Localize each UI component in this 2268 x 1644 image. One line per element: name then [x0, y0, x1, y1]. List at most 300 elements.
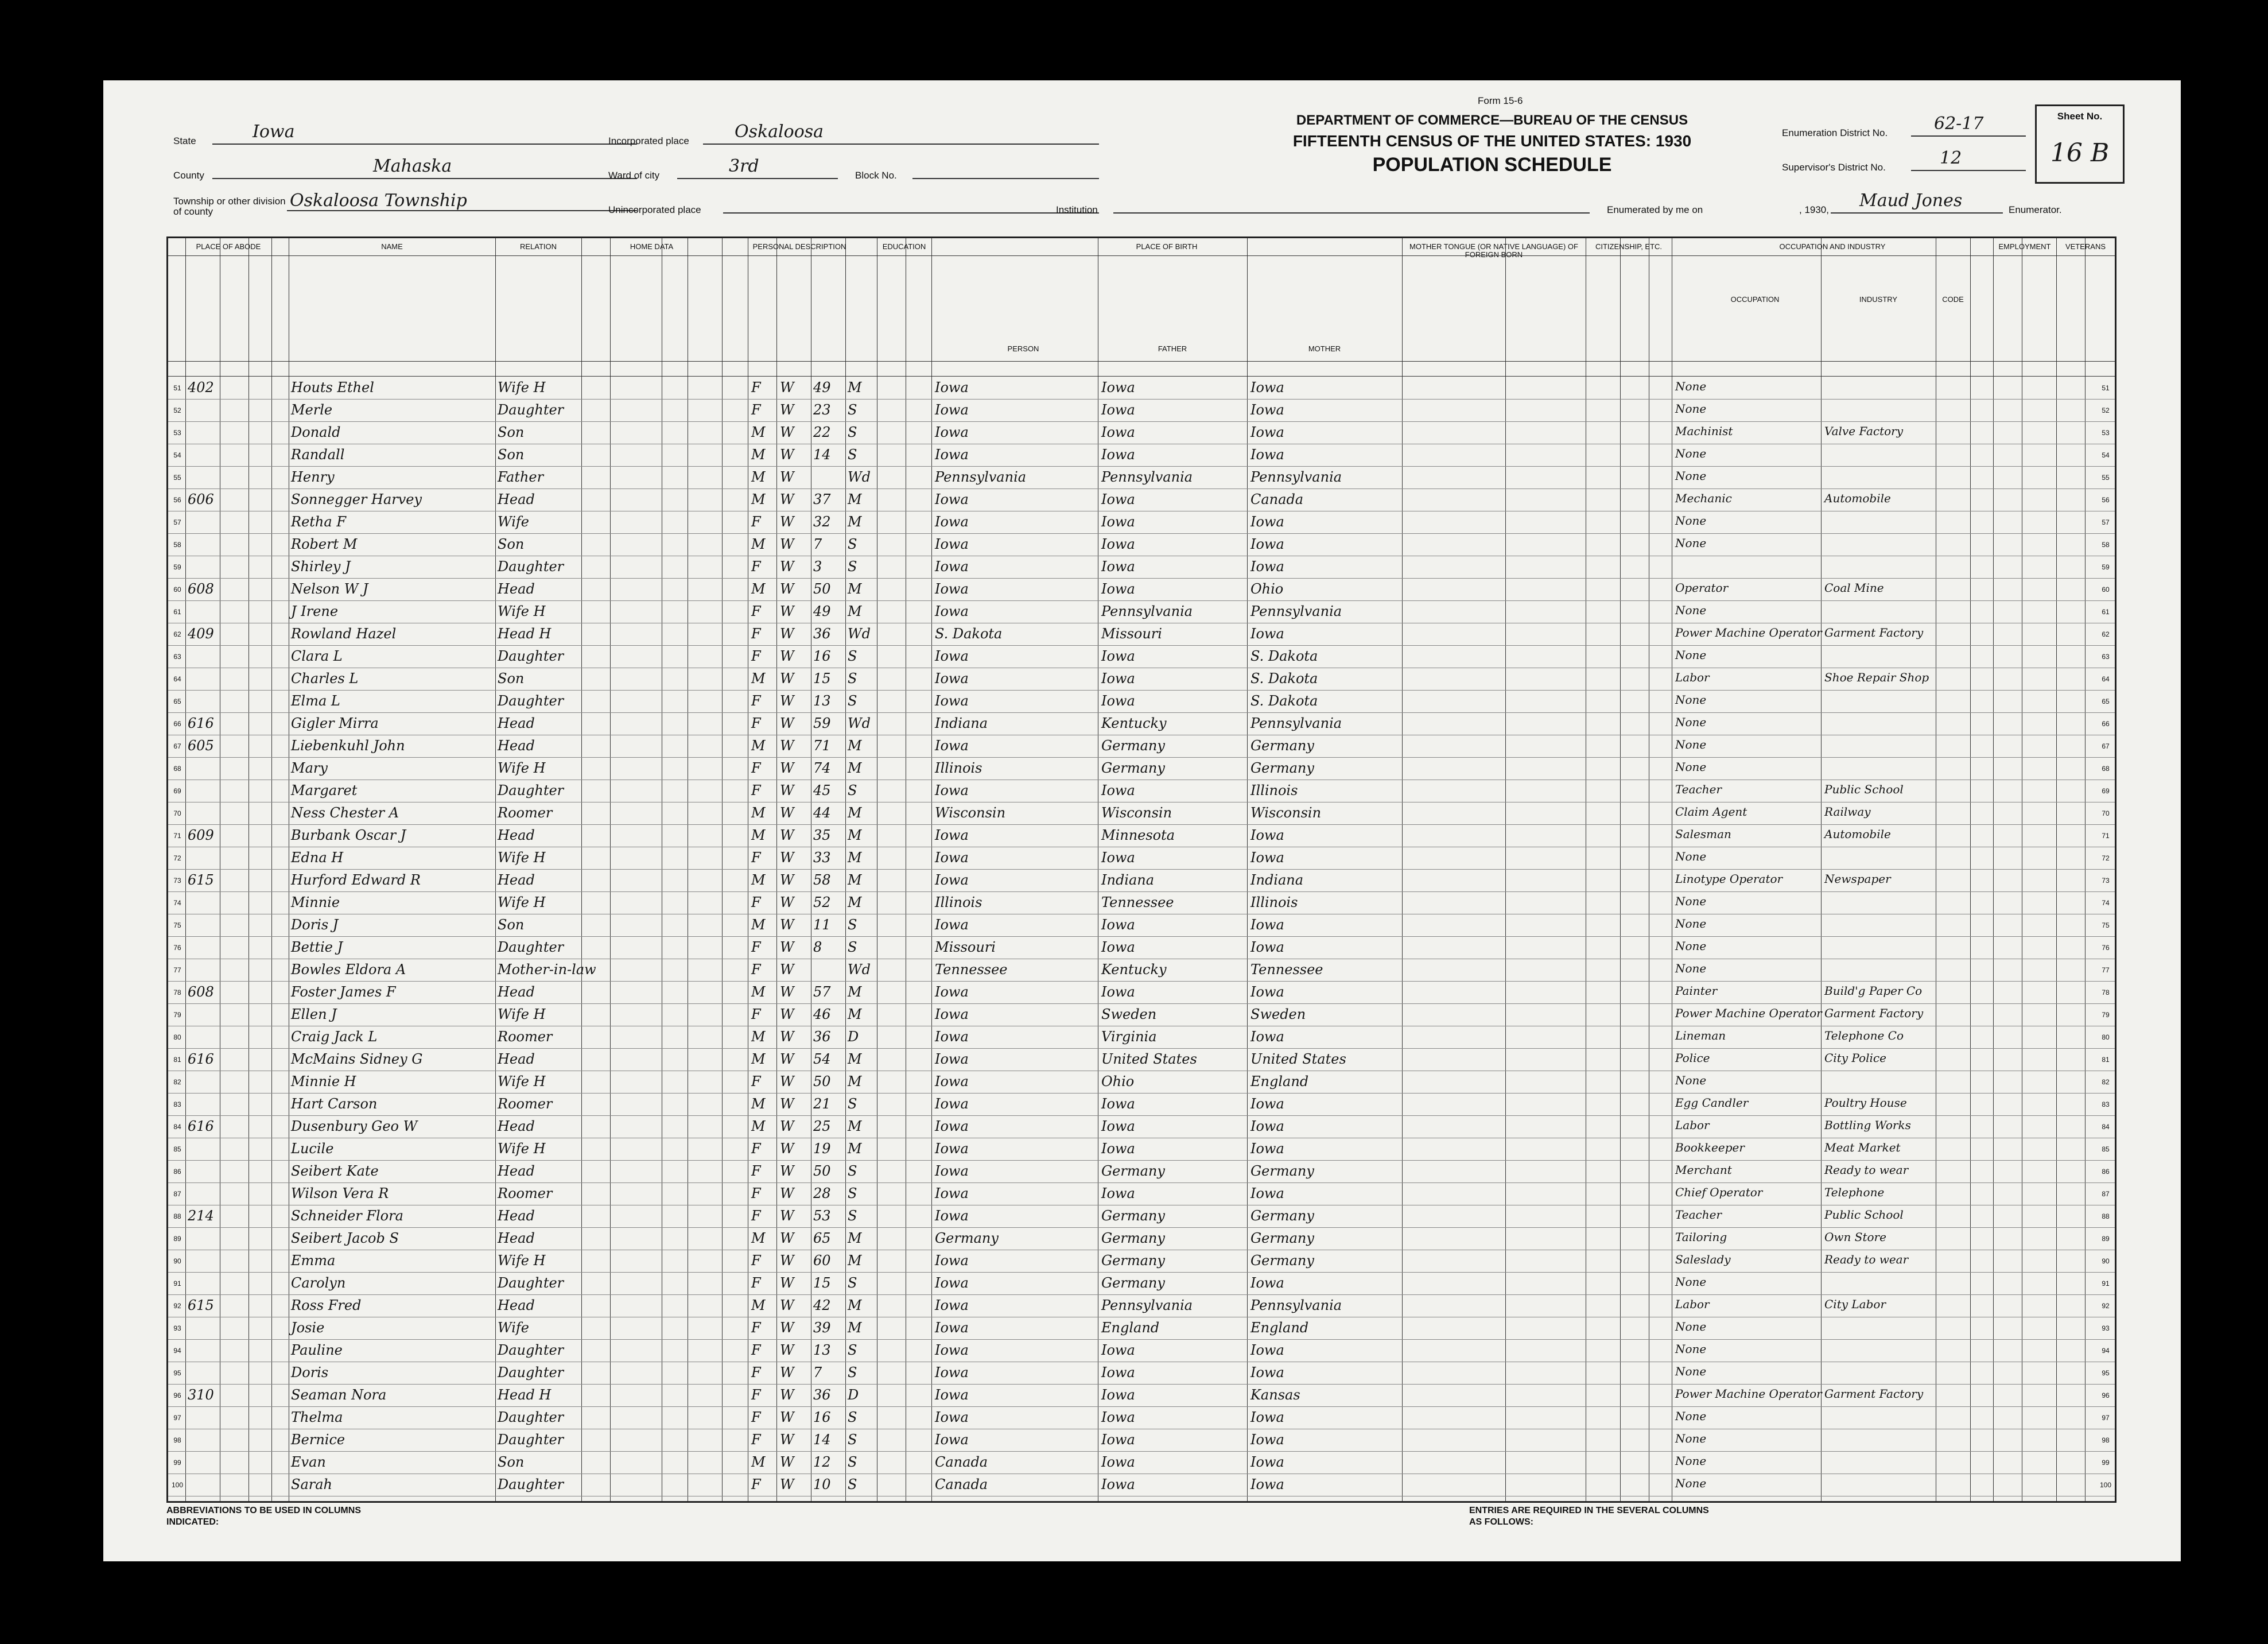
row-rule — [168, 421, 2115, 422]
row-55-birth: Pennsylvania — [935, 469, 1027, 485]
row-88-n: 88 — [173, 1212, 181, 1220]
row-91-mother: Iowa — [1250, 1275, 1284, 1291]
row-83-age: 21 — [813, 1096, 831, 1112]
row-76-mother: Iowa — [1250, 939, 1284, 955]
row-78-ind: Build'g Paper Co — [1824, 984, 1923, 998]
row-81-ind: City Police — [1824, 1051, 1886, 1065]
row-67-sex: M — [751, 738, 766, 754]
row-59-mother: Iowa — [1250, 559, 1284, 575]
row-88-rel: Head — [498, 1208, 535, 1224]
row-91-occ: None — [1675, 1275, 1707, 1289]
row-78-name: Foster James F — [291, 984, 396, 1000]
row-53-ind: Valve Factory — [1824, 424, 1904, 438]
row-51-mother: Iowa — [1250, 379, 1284, 396]
row-96-sex: F — [751, 1387, 761, 1403]
row-99-sex: M — [751, 1454, 766, 1470]
row-80-mother: Iowa — [1250, 1029, 1284, 1045]
row-94-n: 94 — [173, 1347, 181, 1355]
row-98-ms: S — [848, 1432, 857, 1448]
row-97-rel: Daughter — [498, 1409, 564, 1425]
row-61-age: 49 — [813, 603, 831, 619]
row-96-birth: Iowa — [935, 1387, 969, 1403]
row-58-rel: Son — [498, 536, 525, 552]
row-84-birth: Iowa — [935, 1118, 969, 1134]
row-82-age: 50 — [813, 1073, 831, 1089]
row-92-name: Ross Fred — [291, 1297, 362, 1313]
row-81-ms: M — [848, 1051, 862, 1067]
row-85-father: Iowa — [1101, 1141, 1135, 1157]
row-72-n: 72 — [173, 854, 181, 862]
row-57-father: Iowa — [1101, 514, 1135, 530]
row-76-n: 76 — [173, 944, 181, 952]
row-80-name: Craig Jack L — [291, 1029, 378, 1045]
row-95-mother: Iowa — [1250, 1364, 1284, 1381]
row-63-birth: Iowa — [935, 648, 969, 664]
row-79-race: W — [780, 1006, 794, 1022]
row-93-birth: Iowa — [935, 1320, 969, 1336]
row-92-mother: Pennsylvania — [1250, 1297, 1342, 1313]
row-95-age: 7 — [813, 1364, 822, 1381]
row-67-n: 67 — [173, 742, 181, 750]
row-55-name: Henry — [291, 469, 335, 485]
row-60-occ: Operator — [1675, 581, 1729, 595]
row-55-race: W — [780, 469, 794, 485]
row-93-age: 39 — [813, 1320, 831, 1336]
row-73-number-right: 73 — [2102, 877, 2110, 885]
group-mother-tongue: MOTHER TONGUE (OR NATIVE LANGUAGE) OF FOREIGN BORN — [1409, 242, 1578, 259]
row-60-father: Iowa — [1101, 581, 1135, 597]
row-78-age: 57 — [813, 984, 831, 1000]
row-78-birth: Iowa — [935, 984, 969, 1000]
row-81-age: 54 — [813, 1051, 831, 1067]
row-rule — [168, 1227, 2115, 1228]
row-68-occ: None — [1675, 760, 1707, 774]
group-personal: PERSONAL DESCRIPTION — [752, 242, 846, 251]
row-91-rel: Daughter — [498, 1275, 564, 1291]
row-96-n: 96 — [173, 1391, 181, 1399]
row-81-occ: Police — [1675, 1051, 1710, 1065]
row-72-birth: Iowa — [935, 850, 969, 866]
row-87-rel: Roomer — [498, 1185, 553, 1201]
row-59-birth: Iowa — [935, 559, 969, 575]
row-rule — [168, 712, 2115, 713]
row-90-occ: Saleslady — [1675, 1253, 1731, 1266]
row-75-sex: M — [751, 917, 766, 933]
row-58-sex: M — [751, 536, 766, 552]
row-64-mother: S. Dakota — [1250, 670, 1318, 687]
row-65-father: Iowa — [1101, 693, 1135, 709]
row-70-n: 70 — [173, 809, 181, 817]
row-91-n: 91 — [173, 1279, 181, 1288]
row-51-race: W — [780, 379, 794, 396]
row-55-rel: Father — [498, 469, 544, 485]
row-82-mother: England — [1250, 1073, 1309, 1089]
row-80-race: W — [780, 1029, 794, 1045]
row-90-ms: M — [848, 1253, 862, 1269]
row-90-mother: Germany — [1250, 1253, 1314, 1269]
row-80-sex: M — [751, 1029, 766, 1045]
county-label: County — [173, 170, 204, 181]
row-89-father: Germany — [1101, 1230, 1165, 1246]
row-69-age: 45 — [813, 782, 831, 798]
row-66-race: W — [780, 715, 794, 731]
row-93-name: Josie — [291, 1320, 325, 1336]
row-88-ind: Public School — [1824, 1208, 1904, 1222]
row-80-n: 80 — [173, 1033, 181, 1041]
row-rule — [168, 1160, 2115, 1161]
row-71-father: Minnesota — [1101, 827, 1175, 843]
row-95-number-right: 95 — [2102, 1369, 2110, 1377]
row-75-name: Doris J — [291, 917, 339, 933]
row-88-occ: Teacher — [1675, 1208, 1722, 1222]
group-occupation: OCCUPATION AND INDUSTRY — [1779, 242, 1886, 251]
row-78-n: 78 — [173, 988, 181, 997]
row-63-mother: S. Dakota — [1250, 648, 1318, 664]
row-93-mother: England — [1250, 1320, 1309, 1336]
row-89-name: Seibert Jacob S — [291, 1230, 399, 1246]
row-74-sex: F — [751, 894, 761, 910]
row-78-rel: Head — [498, 984, 535, 1000]
row-87-birth: Iowa — [935, 1185, 969, 1201]
row-69-sex: F — [751, 782, 761, 798]
row-62-n: 62 — [173, 630, 181, 638]
row-65-rel: Daughter — [498, 693, 564, 709]
row-65-birth: Iowa — [935, 693, 969, 709]
row-100-number-right: 100 — [2099, 1481, 2112, 1489]
row-78-race: W — [780, 984, 794, 1000]
row-96-mother: Kansas — [1250, 1387, 1300, 1403]
row-88-father: Germany — [1101, 1208, 1165, 1224]
row-85-occ: Bookkeeper — [1675, 1141, 1745, 1154]
row-83-ind: Poultry House — [1824, 1096, 1907, 1110]
row-75-ms: S — [848, 917, 857, 933]
row-89-rel: Head — [498, 1230, 535, 1246]
row-89-number-right: 89 — [2102, 1235, 2110, 1243]
row-rule — [168, 1003, 2115, 1004]
row-72-rel: Wife H — [498, 850, 546, 866]
row-57-age: 32 — [813, 514, 831, 530]
row-81-house: 616 — [188, 1051, 214, 1067]
row-52-occ: None — [1675, 402, 1707, 416]
row-54-race: W — [780, 447, 794, 463]
row-62-name: Rowland Hazel — [291, 626, 397, 642]
row-93-sex: F — [751, 1320, 761, 1336]
row-92-house: 615 — [188, 1297, 214, 1313]
row-61-birth: Iowa — [935, 603, 969, 619]
row-84-age: 25 — [813, 1118, 831, 1134]
row-rule — [168, 399, 2115, 400]
row-75-mother: Iowa — [1250, 917, 1284, 933]
row-77-n: 77 — [173, 966, 181, 974]
row-97-mother: Iowa — [1250, 1409, 1284, 1425]
row-69-ms: S — [848, 782, 857, 798]
row-96-father: Iowa — [1101, 1387, 1135, 1403]
row-81-birth: Iowa — [935, 1051, 969, 1067]
row-56-age: 37 — [813, 491, 831, 507]
row-51-age: 49 — [813, 379, 831, 396]
row-88-age: 53 — [813, 1208, 831, 1224]
row-94-rel: Daughter — [498, 1342, 564, 1358]
row-91-number-right: 91 — [2102, 1279, 2110, 1288]
row-56-house: 606 — [188, 491, 214, 507]
row-rule — [168, 1384, 2115, 1385]
row-53-birth: Iowa — [935, 424, 969, 440]
group-veterans: VETERANS — [2065, 242, 2106, 251]
row-84-ms: M — [848, 1118, 862, 1134]
row-68-n: 68 — [173, 765, 181, 773]
row-81-father: United States — [1101, 1051, 1197, 1067]
row-81-sex: M — [751, 1051, 766, 1067]
row-54-occ: None — [1675, 447, 1707, 460]
row-71-age: 35 — [813, 827, 831, 843]
row-69-name: Margaret — [291, 782, 358, 798]
row-79-mother: Sweden — [1250, 1006, 1306, 1022]
row-88-ms: S — [848, 1208, 857, 1224]
sd-label: Supervisor's District No. — [1782, 162, 1886, 173]
row-70-ms: M — [848, 805, 862, 821]
row-89-ms: M — [848, 1230, 862, 1246]
row-67-birth: Iowa — [935, 738, 969, 754]
row-82-n: 82 — [173, 1078, 181, 1086]
row-73-race: W — [780, 872, 794, 888]
abbrev-title: ABBREVIATIONS TO BE USED IN COLUMNS INDICATED: — [166, 1506, 361, 1527]
row-82-rel: Wife H — [498, 1073, 546, 1089]
row-87-n: 87 — [173, 1190, 181, 1198]
row-95-occ: None — [1675, 1364, 1707, 1378]
row-66-rel: Head — [498, 715, 535, 731]
row-90-name: Emma — [291, 1253, 336, 1269]
row-81-number-right: 81 — [2102, 1056, 2110, 1064]
row-78-house: 608 — [188, 984, 214, 1000]
row-84-name: Dusenbury Geo W — [291, 1118, 418, 1134]
row-85-mother: Iowa — [1250, 1141, 1284, 1157]
row-88-sex: F — [751, 1208, 761, 1224]
row-73-father: Indiana — [1101, 872, 1155, 888]
row-60-ms: M — [848, 581, 862, 597]
row-66-mother: Pennsylvania — [1250, 715, 1342, 731]
row-79-birth: Iowa — [935, 1006, 969, 1022]
row-rule — [168, 757, 2115, 758]
row-85-race: W — [780, 1141, 794, 1157]
row-59-age: 3 — [813, 559, 822, 575]
row-58-occ: None — [1675, 536, 1707, 550]
row-77-number-right: 77 — [2102, 966, 2110, 974]
row-71-ind: Automobile — [1824, 827, 1891, 841]
row-79-n: 79 — [173, 1011, 181, 1019]
row-74-occ: None — [1675, 894, 1707, 908]
row-89-sex: M — [751, 1230, 766, 1246]
row-96-rel: Head H — [498, 1387, 552, 1403]
row-88-name: Schneider Flora — [291, 1208, 403, 1224]
row-78-number-right: 78 — [2102, 988, 2110, 997]
row-99-race: W — [780, 1454, 794, 1470]
row-87-race: W — [780, 1185, 794, 1201]
row-91-sex: F — [751, 1275, 761, 1291]
row-95-race: W — [780, 1364, 794, 1381]
row-71-mother: Iowa — [1250, 827, 1284, 843]
row-87-father: Iowa — [1101, 1185, 1135, 1201]
row-94-ms: S — [848, 1342, 857, 1358]
row-62-ind: Garment Factory — [1824, 626, 1924, 639]
row-73-age: 58 — [813, 872, 831, 888]
row-rule — [168, 1451, 2115, 1452]
row-56-n: 56 — [173, 496, 181, 504]
row-68-rel: Wife H — [498, 760, 546, 776]
row-61-sex: F — [751, 603, 761, 619]
row-65-age: 13 — [813, 693, 831, 709]
row-56-sex: M — [751, 491, 766, 507]
row-66-sex: F — [751, 715, 761, 731]
row-73-ind: Newspaper — [1824, 872, 1891, 886]
row-85-birth: Iowa — [935, 1141, 969, 1157]
row-69-n: 69 — [173, 787, 181, 795]
row-100-n: 100 — [171, 1481, 184, 1489]
row-100-father: Iowa — [1101, 1476, 1135, 1492]
row-64-birth: Iowa — [935, 670, 969, 687]
row-rule — [168, 824, 2115, 825]
row-80-occ: Lineman — [1675, 1029, 1726, 1042]
row-54-sex: M — [751, 447, 766, 463]
row-80-ms: D — [848, 1029, 859, 1045]
row-62-mother: Iowa — [1250, 626, 1284, 642]
row-55-father: Pennsylvania — [1101, 469, 1193, 485]
row-70-race: W — [780, 805, 794, 821]
row-86-name: Seibert Kate — [291, 1163, 379, 1179]
row-59-father: Iowa — [1101, 559, 1135, 575]
col-industry: INDUSTRY — [1859, 295, 1898, 304]
row-66-ms: Wd — [848, 715, 871, 731]
row-54-n: 54 — [173, 451, 181, 459]
row-83-ms: S — [848, 1096, 857, 1112]
row-rule — [168, 936, 2115, 937]
row-69-ind: Public School — [1824, 782, 1904, 796]
row-75-age: 11 — [813, 917, 831, 933]
row-98-sex: F — [751, 1432, 761, 1448]
row-70-birth: Wisconsin — [935, 805, 1006, 821]
row-76-age: 8 — [813, 939, 822, 955]
row-64-n: 64 — [173, 675, 181, 683]
row-76-number-right: 76 — [2102, 944, 2110, 952]
row-89-race: W — [780, 1230, 794, 1246]
row-67-name: Liebenkuhl John — [291, 738, 405, 754]
row-62-age: 36 — [813, 626, 831, 642]
row-77-mother: Tennessee — [1250, 961, 1323, 978]
group-place-of-abode: PLACE OF ABODE — [196, 242, 261, 251]
sheet-value: 16 B — [2050, 138, 2110, 168]
row-54-age: 14 — [813, 447, 831, 463]
row-51-rel: Wife H — [498, 379, 546, 396]
ed-label: Enumeration District No. — [1782, 127, 1888, 138]
row-100-sex: F — [751, 1476, 761, 1492]
row-75-race: W — [780, 917, 794, 933]
row-62-ms: Wd — [848, 626, 871, 642]
row-79-father: Sweden — [1101, 1006, 1157, 1022]
row-93-occ: None — [1675, 1320, 1707, 1333]
row-98-number-right: 98 — [2102, 1436, 2110, 1444]
row-88-mother: Germany — [1250, 1208, 1314, 1224]
row-72-race: W — [780, 850, 794, 866]
row-62-race: W — [780, 626, 794, 642]
row-70-number-right: 70 — [2102, 809, 2110, 817]
row-87-name: Wilson Vera R — [291, 1185, 389, 1201]
row-54-birth: Iowa — [935, 447, 969, 463]
row-84-rel: Head — [498, 1118, 535, 1134]
row-84-n: 84 — [173, 1123, 181, 1131]
row-67-occ: None — [1675, 738, 1707, 751]
row-54-name: Randall — [291, 447, 345, 463]
row-94-birth: Iowa — [935, 1342, 969, 1358]
row-94-number-right: 94 — [2102, 1347, 2110, 1355]
row-70-name: Ness Chester A — [291, 805, 399, 821]
row-85-rel: Wife H — [498, 1141, 546, 1157]
row-rule — [168, 690, 2115, 691]
row-93-ms: M — [848, 1320, 862, 1336]
row-61-father: Pennsylvania — [1101, 603, 1193, 619]
row-64-ind: Shoe Repair Shop — [1824, 670, 1929, 684]
row-61-mother: Pennsylvania — [1250, 603, 1342, 619]
row-98-birth: Iowa — [935, 1432, 969, 1448]
row-69-father: Iowa — [1101, 782, 1135, 798]
group-education: EDUCATION — [882, 242, 926, 251]
row-63-name: Clara L — [291, 648, 343, 664]
row-92-rel: Head — [498, 1297, 535, 1313]
row-86-ms: S — [848, 1163, 857, 1179]
row-60-n: 60 — [173, 586, 181, 594]
row-52-father: Iowa — [1101, 402, 1135, 418]
row-83-father: Iowa — [1101, 1096, 1135, 1112]
enumerator-name: Maud Jones — [1859, 191, 1963, 211]
row-53-n: 53 — [173, 429, 181, 437]
row-79-sex: F — [751, 1006, 761, 1022]
row-72-ms: M — [848, 850, 862, 866]
row-60-house: 608 — [188, 581, 214, 597]
row-82-ms: M — [848, 1073, 862, 1089]
row-98-occ: None — [1675, 1432, 1707, 1445]
row-84-occ: Labor — [1675, 1118, 1710, 1132]
row-53-ms: S — [848, 424, 857, 440]
row-74-mother: Illinois — [1250, 894, 1298, 910]
row-59-race: W — [780, 559, 794, 575]
row-58-age: 7 — [813, 536, 822, 552]
row-75-occ: None — [1675, 917, 1707, 930]
row-78-occ: Painter — [1675, 984, 1718, 998]
row-rule — [168, 533, 2115, 534]
row-81-n: 81 — [173, 1056, 181, 1064]
row-92-father: Pennsylvania — [1101, 1297, 1193, 1313]
row-52-number-right: 52 — [2102, 406, 2110, 414]
row-52-birth: Iowa — [935, 402, 969, 418]
row-85-ms: M — [848, 1141, 862, 1157]
col-occupation: OCCUPATION — [1730, 295, 1780, 304]
row-60-rel: Head — [498, 581, 535, 597]
row-57-sex: F — [751, 514, 761, 530]
row-73-sex: M — [751, 872, 766, 888]
row-71-number-right: 71 — [2102, 832, 2110, 840]
row-77-father: Kentucky — [1101, 961, 1167, 978]
row-100-mother: Iowa — [1250, 1476, 1284, 1492]
row-100-ms: S — [848, 1476, 857, 1492]
row-66-age: 59 — [813, 715, 831, 731]
row-97-sex: F — [751, 1409, 761, 1425]
row-89-birth: Germany — [935, 1230, 999, 1246]
row-97-birth: Iowa — [935, 1409, 969, 1425]
row-77-sex: F — [751, 961, 761, 978]
row-78-mother: Iowa — [1250, 984, 1284, 1000]
row-60-mother: Ohio — [1250, 581, 1284, 597]
row-53-number-right: 53 — [2102, 429, 2110, 437]
row-92-ind: City Labor — [1824, 1297, 1886, 1311]
row-89-age: 65 — [813, 1230, 831, 1246]
